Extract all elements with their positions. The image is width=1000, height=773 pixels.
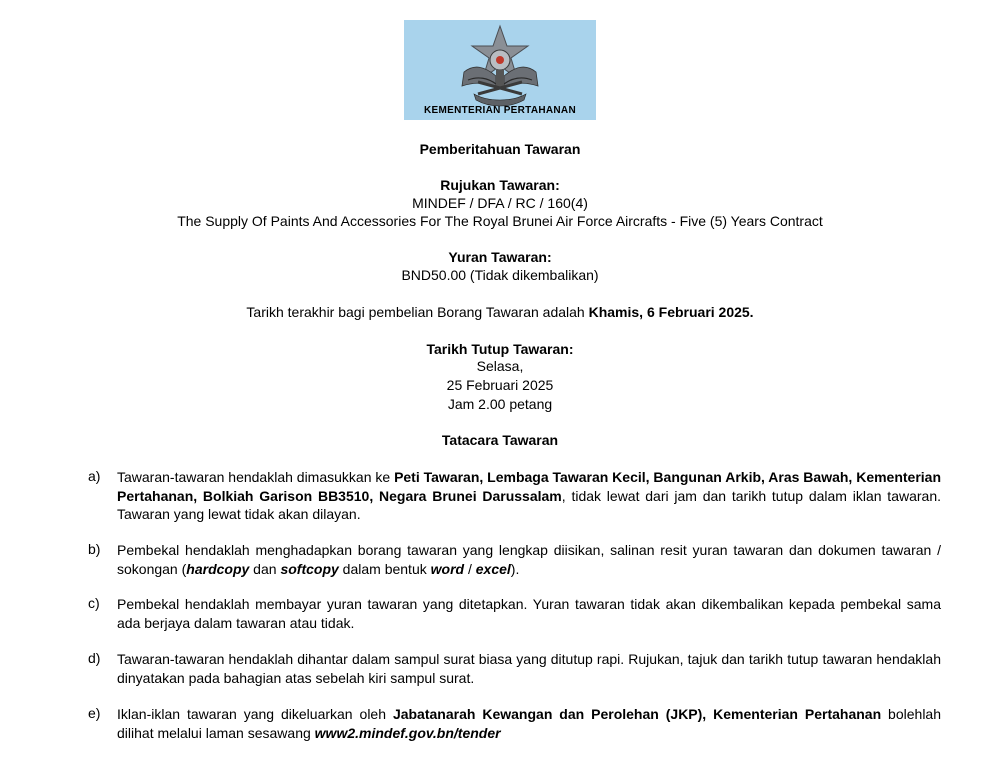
notice-title: Pemberitahuan Tawaran [419,141,581,157]
fee-label: Yuran Tawaran: [448,249,552,265]
fee-value: BND50.00 (Tidak dikembalikan) [401,267,599,283]
closing-time: Jam 2.00 petang [447,396,553,412]
reference-title: The Supply Of Paints And Accessories For The Royal Brunei Air Force Aircrafts - Five (5) Years Contract [177,213,823,229]
purchase-deadline-date: Khamis, 6 Februari 2025. [588,304,754,320]
item-text [117,705,941,742]
reference-label: Rujukan Tawaran: [440,177,560,193]
item-text: Tawaran-tawaran hendaklah dihantar dalam sampul surat biasa yang ditutup rapi. Rujukan, tajuk dan tarikh tutup tawaran hendaklah dinyatakan pada bahagian atas sebelah kiri sampul surat. [117,651,941,686]
item-letter: a) [88,468,101,484]
item-text: Pembekal hendaklah membayar yuran tawaran yang ditetapkan. Yuran tawaran tidak akan dikembalikan kepada pembekal sama ada berjaya dalam tawaran atau tidak. [117,596,941,631]
procedure-title: Tatacara Tawaran [441,432,559,448]
item-text [117,468,941,524]
item-text-bold-italic: hardcopy [186,560,250,577]
tender-website-link[interactable]: www2.mindef.gov.bn/tender [314,724,501,741]
closing-label: Tarikh Tutup Tawaran: [426,341,574,357]
closing-date: 25 Februari 2025 [446,377,554,393]
item-text-part: , tidak lewat dari jam dan tarikh tutup dalam iklan tawaran. Tawaran yang lewat tidak akan dilayan. [117,487,942,522]
item-text-part: Tawaran-tawaran hendaklah dimasukkan ke [117,469,395,485]
item-text [117,541,941,578]
reference-number: MINDEF / DFA / RC / 160(4) [412,195,588,211]
item-letter: b) [88,541,101,557]
item-letter: d) [88,650,101,666]
item-text-part: / [464,560,476,577]
item-text-part: bolehlah dilihat melalui laman sesawang [117,706,941,741]
item-text-bold-italic: word [430,560,465,577]
logo-caption: KEMENTERIAN PERTAHANAN [424,105,576,116]
ministry-logo [404,20,596,120]
item-letter: c) [88,595,100,611]
purchase-deadline [0,303,1000,322]
item-text-part: dan [249,560,281,577]
item-text-bold: Jabatanarah Kewangan dan Perolehan (JKP), Kementerian Pertahanan [392,706,882,722]
item-text-part: Pembekal hendaklah menghadapkan borang tawaran yang lengkap diisikan, salinan resit yuran tawaran dan dokumen tawaran / sokongan ( [117,542,941,577]
item-text-bold-italic: softcopy [280,560,339,577]
item-text-part: dalam bentuk [338,560,431,577]
purchase-deadline-text: Tarikh terakhir bagi pembelian Borang Tawaran adalah [246,304,589,320]
item-text-part: Iklan-iklan tawaran yang dikeluarkan oleh [117,706,393,722]
item-text-bold: Peti Tawaran, Lembaga Tawaran Kecil, Bangunan Arkib, Aras Bawah, Kementerian Pertahanan, Bolkiah Garison BB3510, Negara Brunei Darussalam [117,469,942,504]
item-text-bold-italic: excel [475,560,511,577]
closing-day: Selasa, [476,358,524,374]
item-text-part: ). [510,560,520,577]
item-letter: e) [88,705,101,721]
